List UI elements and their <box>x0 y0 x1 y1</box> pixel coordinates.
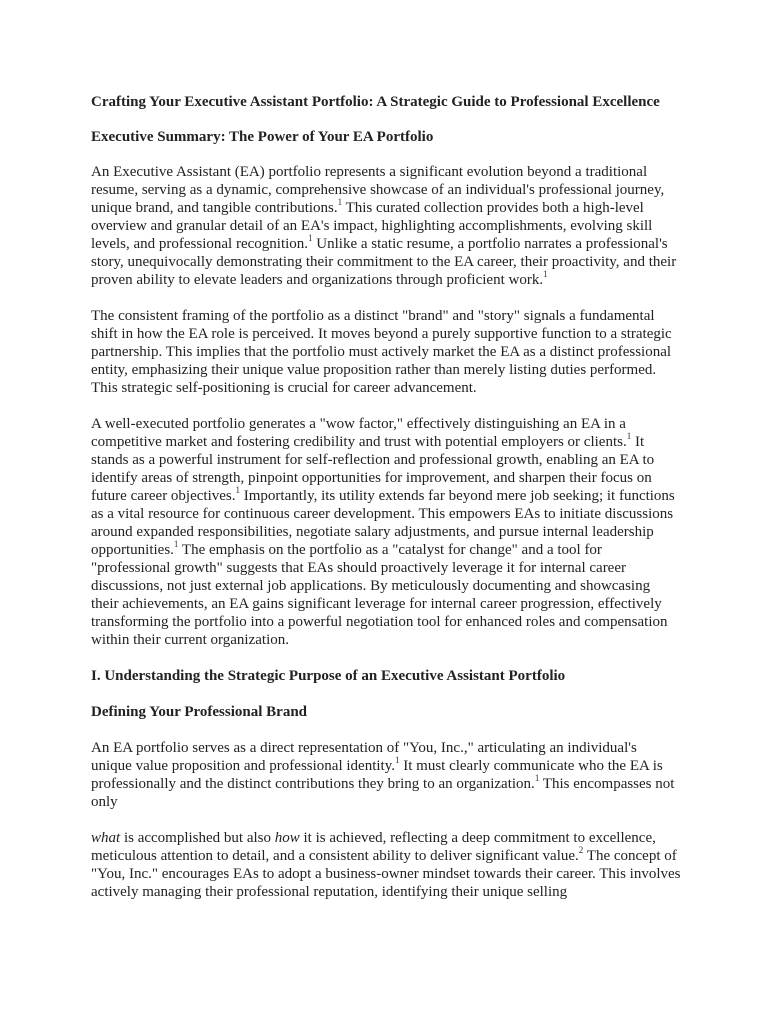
footnote-ref[interactable]: 1 <box>534 773 540 783</box>
document-page <box>91 93 681 919</box>
text-run: is accomplished but also <box>120 830 275 846</box>
document-title: Crafting Your Executive Assistant Portfolio: A Strategic Guide to Professional Excellence <box>91 94 660 110</box>
paragraph-wow-factor <box>91 415 681 649</box>
footnote-ref[interactable]: 1 <box>235 485 240 495</box>
footnote-ref[interactable]: 1 <box>626 431 632 441</box>
text-run: The concept of "You, Inc." encourages EAs to adopt a business-owner mindset towards their career. This involves actively managing their professional reputation, identifying their unique selling <box>91 848 681 900</box>
paragraph-business-owner-mindset <box>91 829 681 901</box>
footnote-ref[interactable]: 1 <box>173 539 179 549</box>
text-run: A well-executed portfolio generates a "wow factor," effectively distinguishing an EA in a competitive market and fostering credibility and trust with potential employers or clients. <box>91 416 627 450</box>
emphasis-how: how <box>274 830 300 846</box>
text-run: It stands as a powerful instrument for self-reflection and professional growth, enabling an EA to identify areas of strength, pinpoint opportunities for improvement, and sharpen their focus on future career objectives. <box>91 434 655 504</box>
section-heading-strategic-purpose: I. Understanding the Strategic Purpose of an Executive Assistant Portfolio <box>91 668 566 684</box>
text-run: This curated collection provides both a high-level overview and granular detail of an EA's impact, highlighting accomplishments, evolving skill levels, and professional recognition. <box>91 200 653 252</box>
text-run: It must clearly communicate who the EA is professionally and the distinct contributions they bring to an organization. <box>91 758 663 792</box>
subsection-heading-professional-brand: Defining Your Professional Brand <box>91 704 307 720</box>
text-run: An Executive Assistant (EA) portfolio represents a significant evolution beyond a traditional resume, serving as a dynamic, comprehensive showcase of an individual's professional journey, unique brand, and tangible contributions. <box>91 164 665 216</box>
footnote-ref[interactable]: 2 <box>578 845 584 855</box>
footnote-ref[interactable]: 1 <box>337 197 343 207</box>
executive-summary-heading: Executive Summary: The Power of Your EA Portfolio <box>91 129 434 145</box>
footnote-ref[interactable]: 1 <box>308 233 313 243</box>
footnote-ref[interactable]: 1 <box>543 269 548 279</box>
text-run: This encompasses not only <box>91 776 675 810</box>
text-run: An EA portfolio serves as a direct representation of "You, Inc.," articulating an individual's unique value proposition and professional identity. <box>91 740 637 774</box>
paragraph-brand-story: The consistent framing of the portfolio as a distinct "brand" and "story" signals a fundamental shift in how the EA role is perceived. It moves beyond a purely supportive function to a strategic partnership. This implies that the portfolio must actively market the EA as a distinct professional entity, emphasizing their unique value proposition rather than merely listing duties performed. This strategic self-positioning is crucial for career advancement. <box>91 308 672 396</box>
paragraph-intro <box>91 163 681 289</box>
emphasis-what: what <box>91 830 121 846</box>
text-run: Importantly, its utility extends far beyond mere job seeking; it functions as a vital resource for continuous career development. This empowers EAs to initiate discussions around expanded responsibilities, negotiate salary adjustments, and pursue internal leadership opportunities. <box>91 488 675 558</box>
text-run: it is achieved, reflecting a deep commitment to excellence, meticulous attention to detail, and a consistent ability to deliver significant value. <box>91 830 656 864</box>
footnote-ref[interactable]: 1 <box>394 755 400 765</box>
paragraph-you-inc <box>91 739 681 811</box>
text-run: Unlike a static resume, a portfolio narrates a professional's story, unequivocally demonstrating their commitment to the EA career, their proactivity, and their proven ability to elevate leaders and organizations through proficient work. <box>91 236 677 288</box>
text-run: The emphasis on the portfolio as a "catalyst for change" and a tool for "professional growth" suggests that EAs should proactively leverage it for internal career discussions, not just external job applications. By meticulously documenting and showcasing their achievements, an EA gains significant leverage for internal career progression, effectively transforming the portfolio into a powerful negotiation tool for enhanced roles and compensation within their current organization. <box>91 542 668 648</box>
